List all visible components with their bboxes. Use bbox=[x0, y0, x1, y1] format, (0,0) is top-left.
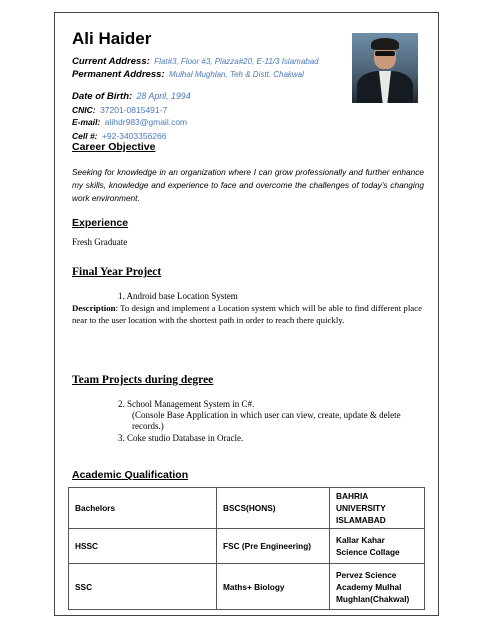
dob-value: 28 April, 1994 bbox=[136, 91, 191, 101]
team-project-item-1-desc-cont: records.) bbox=[132, 421, 164, 431]
institute-cell: Kallar Kahar Science Collage bbox=[330, 529, 425, 564]
cell-label: Cell #: bbox=[72, 131, 98, 141]
fyp-description-label: Description bbox=[72, 303, 116, 313]
program-cell: Maths+ Biology bbox=[217, 564, 330, 610]
program-cell: FSC (Pre Engineering) bbox=[217, 529, 330, 564]
degree-cell: Bachelors bbox=[69, 488, 217, 529]
academic-table bbox=[68, 487, 425, 610]
team-project-item-2: 3. Coke studio Database in Oracle. bbox=[118, 433, 244, 443]
experience-heading: Experience bbox=[72, 217, 129, 229]
permanent-address-value: Mulhal Mughlan, Teh & Distt. Chakwal bbox=[169, 70, 304, 79]
career-objective-heading: Career Objective bbox=[72, 141, 156, 153]
institute-cell: BAHRIA UNIVERSITY ISLAMABAD bbox=[330, 488, 425, 529]
cnic-value: 37201-0815491-7 bbox=[100, 105, 168, 115]
institute-cell: Pervez Science Academy Mulhal Mughlan(Chakwal) bbox=[330, 564, 425, 610]
degree-cell: SSC bbox=[69, 564, 217, 610]
fyp-heading: Final Year Project bbox=[72, 266, 162, 278]
fyp-description-text: : To design and implement a Location system which will be able to find different place near to the user location with the shortest path in order to reach there quickly. bbox=[72, 303, 422, 325]
table-row bbox=[69, 488, 425, 529]
cnic-label: CNIC: bbox=[72, 105, 96, 115]
fyp-item: 1. Android base Location System bbox=[118, 291, 238, 301]
permanent-address-row bbox=[72, 64, 304, 82]
team-project-item-1: 2. School Management System in C#. bbox=[118, 399, 255, 409]
fyp-description bbox=[72, 302, 422, 326]
program-cell: BSCS(HONS) bbox=[217, 488, 330, 529]
dob-label: Date of Birth: bbox=[72, 91, 133, 102]
cell-value: +92-3403356266 bbox=[101, 131, 167, 141]
degree-cell: HSSC bbox=[69, 529, 217, 564]
profile-photo bbox=[352, 33, 418, 103]
team-projects-heading: Team Projects during degree bbox=[72, 374, 214, 386]
academic-heading: Academic Qualification bbox=[72, 469, 189, 481]
email-label: E-mail: bbox=[72, 117, 101, 127]
current-address-value: Flat#3, Floor #3, Plazza#20, E-11/3 Islamabad bbox=[154, 57, 319, 66]
permanent-address-label: Permanent Address: bbox=[72, 69, 165, 80]
team-project-item-1-desc: (Console Base Application in which user can view, create, update & delete bbox=[132, 410, 401, 420]
applicant-name: Ali Haider bbox=[72, 29, 152, 48]
experience-text: Fresh Graduate bbox=[72, 237, 128, 247]
career-objective-text: Seeking for knowledge in an organization where I can grow professionally and further enhance my skills, knowledge and experience to face and overcome the challenges of today’s changing work environment. bbox=[72, 167, 424, 203]
table-row bbox=[69, 564, 425, 610]
table-row bbox=[69, 529, 425, 564]
current-address-label: Current Address: bbox=[72, 56, 150, 67]
email-value[interactable]: alihdr983@gmail.com bbox=[104, 117, 188, 127]
